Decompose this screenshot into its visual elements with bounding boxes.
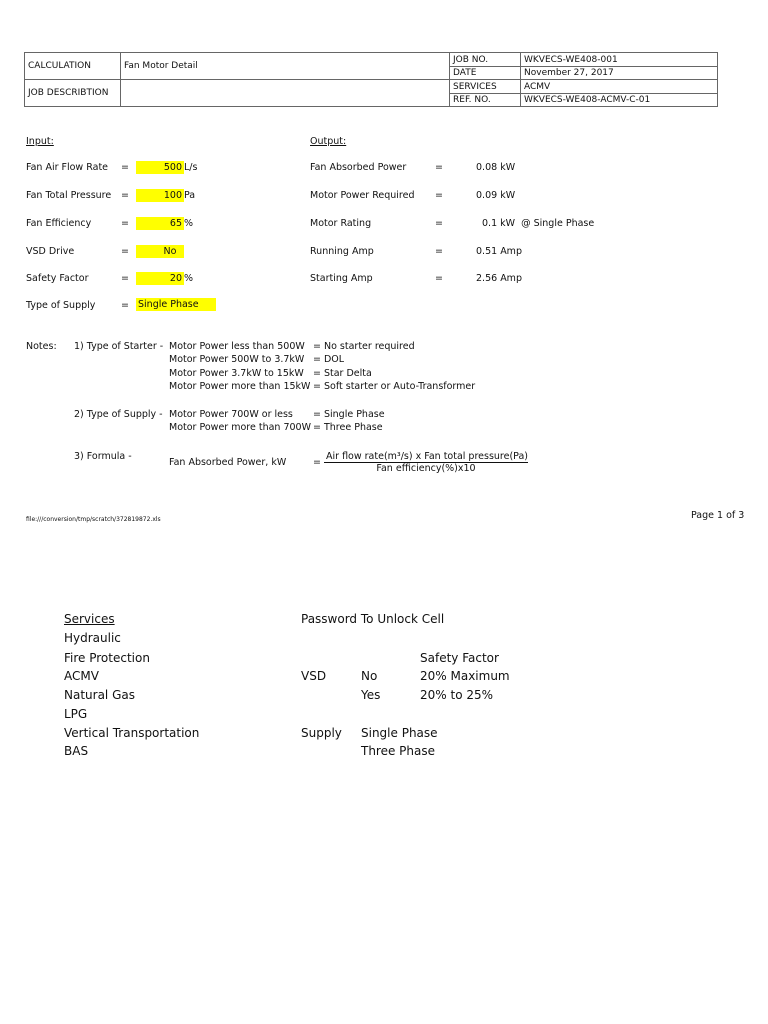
output-label-absorbed: Fan Absorbed Power <box>310 162 407 173</box>
services-value: ACMV <box>521 81 717 94</box>
output-label-required: Motor Power Required <box>310 190 415 201</box>
input-eq: = <box>121 273 129 284</box>
job-description-value <box>121 80 450 107</box>
input-label-supply: Type of Supply <box>26 300 96 311</box>
service-item: Vertical Transportation <box>64 726 200 740</box>
pressure-unit: Pa <box>184 190 196 201</box>
output-label-running: Running Amp <box>310 246 374 257</box>
formula-eq: = <box>313 457 321 468</box>
output-label-rating: Motor Rating <box>310 218 372 229</box>
input-label-airflow: Fan Air Flow Rate <box>26 162 109 173</box>
supply-single: Single Phase <box>361 726 438 740</box>
vsd-label: VSD <box>301 669 327 683</box>
note-line: = No starter required <box>313 341 415 352</box>
supply-three: Three Phase <box>361 744 436 758</box>
vsd-yes: Yes <box>361 688 381 702</box>
sf-no: 20% Maximum <box>420 669 510 683</box>
rating-value: 0.1 kW @ Single Phase <box>482 218 595 229</box>
input-label-safety: Safety Factor <box>26 273 89 284</box>
efficiency-unit: % <box>184 218 194 229</box>
efficiency-input[interactable]: 65 <box>136 217 184 230</box>
calculation-value: Fan Motor Detail <box>121 53 450 80</box>
note-line: Motor Power less than 500W <box>169 341 305 352</box>
vsd-no: No <box>361 669 378 683</box>
pressure-input[interactable]: 100 <box>136 189 184 202</box>
note-line: = Single Phase <box>313 409 385 420</box>
supply-label: Supply <box>301 726 342 740</box>
absorbed-value: 0.08 kW <box>476 162 516 173</box>
calculation-label: CALCULATION <box>25 53 121 80</box>
ref-no-label: REF. NO. <box>453 94 491 105</box>
password-title: Password To Unlock Cell <box>301 612 445 626</box>
ref-no-value: WKVECS-WE408-ACMV-C-01 <box>524 94 651 105</box>
note-line: Motor Power more than 15kW <box>169 381 311 392</box>
date-value: November 27, 2017 <box>524 67 614 78</box>
output-eq: = <box>435 273 443 284</box>
output-eq: = <box>435 218 443 229</box>
output-eq: = <box>435 246 443 257</box>
note-3-title: 3) Formula - <box>74 451 132 462</box>
service-item: Hydraulic <box>64 631 121 645</box>
supply-select[interactable]: Single Phase <box>136 298 216 311</box>
input-label-efficiency: Fan Efficiency <box>26 218 92 229</box>
service-item: LPG <box>64 707 88 721</box>
input-eq: = <box>121 218 129 229</box>
safety-unit: % <box>184 273 194 284</box>
input-eq: = <box>121 162 129 173</box>
page-number: Page 1 of 3 <box>691 510 745 521</box>
services-title: Services <box>64 612 115 626</box>
service-item: BAS <box>64 744 89 758</box>
date-label: DATE <box>453 67 477 78</box>
notes-label: Notes: <box>26 341 57 352</box>
safety-factor-input[interactable]: 20 <box>136 272 184 285</box>
required-value: 0.09 kW <box>476 190 516 201</box>
note-line: Motor Power 500W to 3.7kW <box>169 354 305 365</box>
input-title: Input: <box>26 136 54 147</box>
input-eq: = <box>121 300 129 311</box>
service-item: Natural Gas <box>64 688 135 702</box>
services-label: SERVICES <box>450 81 520 94</box>
input-label-pressure: Fan Total Pressure <box>26 190 112 201</box>
note-line: Motor Power 3.7kW to 15kW <box>169 368 304 379</box>
note-line: = Three Phase <box>313 422 383 433</box>
service-item: Fire Protection <box>64 651 150 665</box>
vsd-select[interactable]: No <box>136 245 184 258</box>
formula-numerator: Air flow rate(m³/s) x Fan total pressure(Pa) <box>326 451 529 462</box>
running-value: 0.51 Amp <box>476 246 522 257</box>
output-eq: = <box>435 162 443 173</box>
header-table <box>24 52 718 107</box>
note-line: Motor Power 700W or less <box>169 409 293 420</box>
note-line: Motor Power more than 700W <box>169 422 311 433</box>
file-path: file:///conversion/tmp/scratch/372819872.xls <box>26 516 161 523</box>
formula-fraction <box>324 451 528 474</box>
output-eq: = <box>435 190 443 201</box>
output-label-starting: Starting Amp <box>310 273 373 284</box>
input-label-vsd: VSD Drive <box>26 246 75 257</box>
formula-denominator: Fan efficiency(%)x10 <box>376 463 476 474</box>
safety-factor-title: Safety Factor <box>420 651 499 665</box>
note-line: = DOL <box>313 354 345 365</box>
output-title: Output: <box>310 136 347 147</box>
service-item: ACMV <box>64 669 99 683</box>
note-line: = Soft starter or Auto-Transformer <box>313 381 476 392</box>
starting-value: 2.56 Amp <box>476 273 522 284</box>
note-2-title: 2) Type of Supply - <box>74 409 163 420</box>
job-no-value: WKVECS-WE408-001 <box>521 54 717 67</box>
formula-left: Fan Absorbed Power, kW <box>169 457 287 468</box>
note-1-title: 1) Type of Starter - <box>74 341 164 352</box>
input-eq: = <box>121 190 129 201</box>
sf-yes: 20% to 25% <box>420 688 494 702</box>
job-description-label: JOB DESCRIBTION <box>25 80 121 107</box>
airflow-unit: L/s <box>184 162 198 173</box>
job-no-label: JOB NO. <box>450 54 520 67</box>
airflow-input[interactable]: 500 <box>136 161 184 174</box>
input-eq: = <box>121 246 129 257</box>
note-line: = Star Delta <box>313 368 372 379</box>
